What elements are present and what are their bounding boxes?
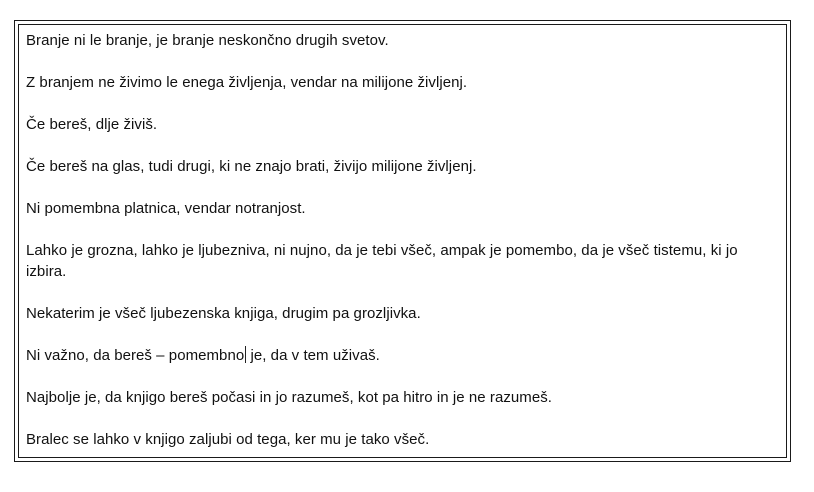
paragraph-6[interactable]: Lahko je grozna, lahko je ljubezniva, ni nujno, da je tebi všeč, ampak je pomembo, da je všeč tistemu, ki jo izbira. xyxy=(26,242,738,280)
text-box-border xyxy=(14,20,791,462)
paragraph-7[interactable]: Nekaterim je všeč ljubezenska knjiga, drugim pa grozljivka. xyxy=(26,305,421,322)
paragraph-10[interactable]: Bralec se lahko v knjigo zaljubi od tega, ker mu je tako všeč. xyxy=(26,431,430,448)
paragraph-8[interactable] xyxy=(26,345,776,366)
paragraph-4[interactable]: Če bereš na glas, tudi drugi, ki ne znajo brati, živijo milijone življenj. xyxy=(26,158,477,175)
paragraph-3[interactable]: Če bereš, dlje živiš. xyxy=(26,116,158,133)
paragraph-5[interactable]: Ni pomembna platnica, vendar notranjost. xyxy=(26,200,306,217)
paragraph-9[interactable]: Najbolje je, da knjigo bereš počasi in jo razumeš, kot pa hitro in je ne razumeš. xyxy=(26,389,552,406)
paragraph-1[interactable]: Branje ni le branje, je branje neskončno drugih svetov. xyxy=(26,32,389,49)
paragraph-2[interactable]: Z branjem ne živimo le enega življenja, vendar na milijone življenj. xyxy=(26,74,468,91)
paragraph-8-after-cursor: je, da v tem uživaš. xyxy=(246,347,380,364)
text-box[interactable] xyxy=(18,24,787,458)
paragraph-8-before-cursor: Ni važno, da bereš – pomembno xyxy=(26,347,245,364)
